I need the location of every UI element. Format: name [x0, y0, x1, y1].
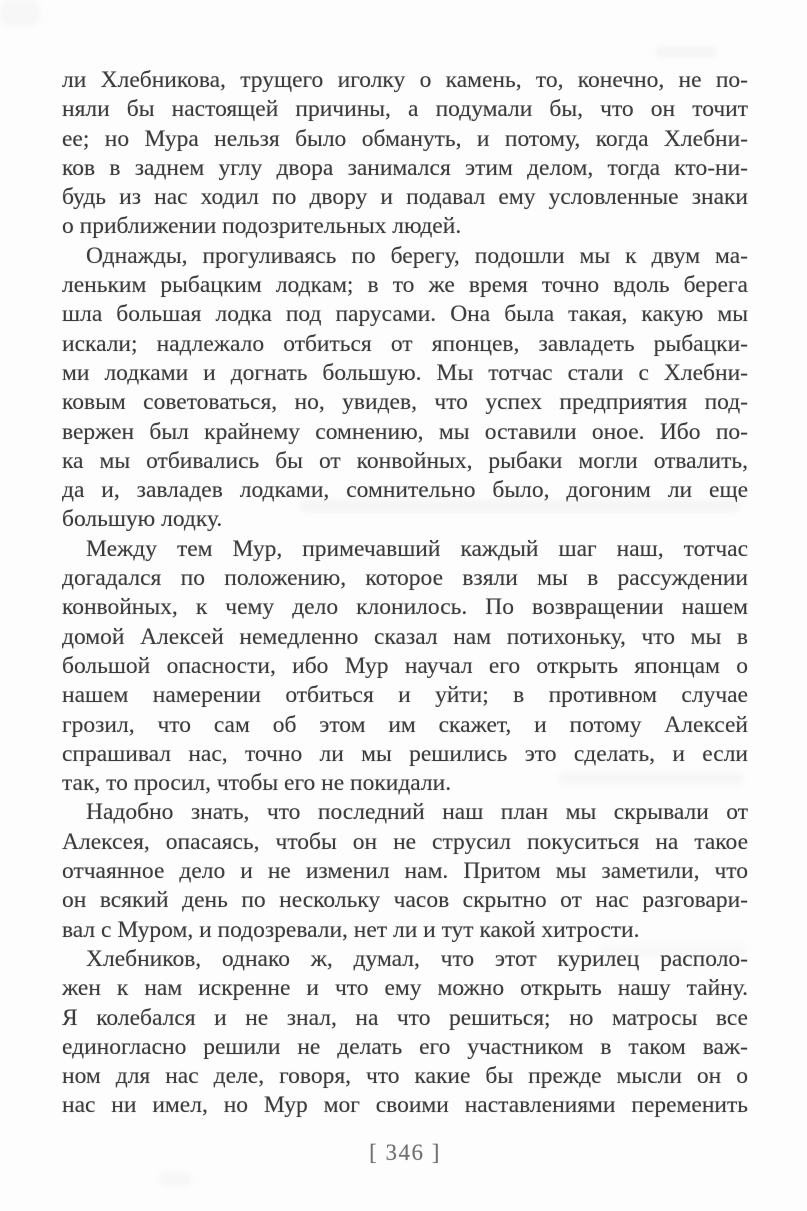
- text-line: Я колебался и не знал, на что решиться; но матросы все: [62, 1004, 748, 1031]
- text-line: ков в заднем углу двора занимался этим делом, тогда кто-ни-: [62, 154, 748, 181]
- text-line: отчаянное дело и не изменил нам. Притом мы заметили, что: [62, 858, 748, 885]
- text-line: вержен был крайнему сомнению, мы оставили оное. Ибо по-: [62, 418, 748, 445]
- text-line: вал с Муром, и подозревали, нет ли и тут какой хитрости.: [62, 916, 640, 943]
- scan-artifact: [655, 46, 717, 58]
- text-line: большую лодку.: [62, 506, 223, 533]
- text-line: ковым советоваться, но, увидев, что успех предприятия под-: [62, 389, 748, 416]
- text-line: ном для нас деле, говоря, что какие бы прежде мысли он о: [62, 1063, 748, 1090]
- text-line: будь из нас ходил по двору и подавал ему условленные знаки: [62, 184, 748, 211]
- text-line: ка мы отбивались бы от конвойных, рыбаки могли отвалить,: [62, 447, 748, 474]
- text-line: ли Хлебникова, трущего иголку о камень, то, конечно, не по-: [62, 67, 748, 93]
- text-line: конвойных, к чему дело клонилось. По возвращении нашем: [62, 594, 748, 621]
- text-line: жен к нам искренне и что ему можно открыть нашу тайну.: [62, 975, 748, 1002]
- text-line: грозил, что сам об этом им скажет, и потому Алексей: [62, 711, 748, 738]
- text-line: Надобно знать, что последний наш план мы скрывали от: [86, 799, 748, 826]
- page-number: [ 346 ]: [369, 1140, 441, 1165]
- body-text: [62, 66, 748, 1121]
- text-line: догадался по положению, которое взяли мы в рассуждении: [62, 565, 748, 592]
- scan-artifact: [0, 0, 40, 26]
- text-line: да и, завладев лодками, сомнительно было, догоним ли еще: [62, 477, 748, 504]
- text-line: шла большая лодка под парусами. Она была такая, какую мы: [62, 301, 748, 328]
- text-line: спрашивал нас, точно ли мы решились это сделать, и если: [62, 740, 748, 767]
- text-line: единогласно решили не делать его участником в таком важ-: [62, 1033, 748, 1060]
- text-line: няли бы настоящей причины, а подумали бы, что он точит: [62, 96, 748, 123]
- text-line: Между тем Мур, примечавший каждый шаг наш, тотчас: [86, 535, 748, 562]
- text-line: леньким рыбацким лодкам; в то же время точно вдоль берега: [62, 272, 748, 299]
- text-line: Хлебников, однако ж, думал, что этот курилец располо-: [86, 945, 748, 972]
- text-line: нас ни имел, но Мур мог своими наставлениями переменить: [62, 1092, 748, 1119]
- text-line: Алексея, опасаясь, чтобы он не струсил покуситься на такое: [62, 828, 748, 855]
- text-line: он всякий день по нескольку часов скрытно от нас разговари-: [62, 887, 748, 914]
- text-line: так, то просил, чтобы его не покидали.: [62, 770, 452, 797]
- text-line: о приближении подозрительных людей.: [62, 213, 462, 240]
- scan-artifact: [158, 1172, 192, 1186]
- text-line: большой опасности, ибо Мур научал его открыть японцам о: [62, 652, 748, 679]
- text-line: нашем намерении отбиться и уйти; в противном случае: [62, 682, 748, 709]
- text-line: ее; но Мура нельзя было обмануть, и потому, когда Хлебни-: [62, 125, 748, 152]
- text-line: Однажды, прогуливаясь по берегу, подошли мы к двум ма-: [86, 242, 748, 269]
- text-line: ми лодками и догнать большую. Мы тотчас стали с Хлебни-: [62, 359, 748, 386]
- text-line: искали; надлежало отбиться от японцев, завладеть рыбацки-: [62, 330, 748, 357]
- text-line: домой Алексей немедленно сказал нам потихоньку, что мы в: [62, 623, 748, 650]
